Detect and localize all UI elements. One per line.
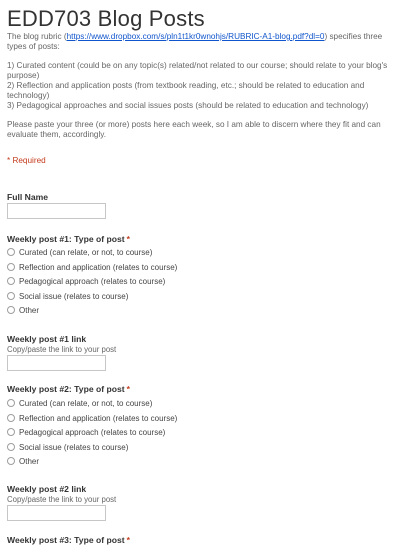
radio-button[interactable] [7,443,15,451]
post1-option-social[interactable] [7,290,128,302]
post1-link-label: Weekly post #1 link [7,334,87,344]
radio-button[interactable] [7,248,15,256]
full-name-label: Full Name [7,192,49,202]
radio-button[interactable] [7,263,15,271]
post1-link-help: Copy/paste the link to your post [7,345,117,354]
form-description [7,32,395,149]
radio-button[interactable] [7,399,15,407]
radio-button[interactable] [7,457,15,465]
option-label: Social issue (relates to course) [19,442,129,452]
post2-link-label: Weekly post #2 link [7,484,87,494]
option-label: Social issue (relates to course) [19,291,129,301]
post3-type-label: Weekly post #3: Type of post [7,535,125,545]
option-label: Reflection and application (relates to course) [19,413,178,423]
rubric-link[interactable]: https://www.dropbox.com/s/pln1t1kr0wnohjs/RUBRIC-A1-blog.pdf?dl=0 [66,32,325,41]
required-star: * [126,384,130,394]
option-label: Pedagogical approach (relates to course) [19,276,166,286]
post2-link-input[interactable] [7,505,106,521]
instructions-text: Please paste your three (or more) posts here each week, so I am able to discern where they fit and can evaluate them, accordingly. [7,120,381,139]
post1-option-other[interactable] [7,304,39,316]
post1-option-reflection[interactable] [7,261,177,273]
radio-button[interactable] [7,292,15,300]
option-label: Curated (can relate, or not, to course) [19,247,153,257]
post2-link-help: Copy/paste the link to your post [7,495,117,504]
required-star: * [126,535,130,545]
post2-option-social[interactable] [7,441,128,453]
post2-option-curated[interactable] [7,397,152,409]
post1-type-question [7,234,130,244]
post2-type-question [7,384,130,394]
option-label: Other [19,456,40,466]
option-label: Curated (can relate, or not, to course) [19,398,153,408]
required-star: * [126,234,130,244]
form-title: EDD703 Blog Posts [7,6,205,31]
required-note: * Required [7,156,46,165]
post2-option-reflection[interactable] [7,412,177,424]
rubric-paragraph [7,32,395,52]
intro-prefix: The blog rubric ( [7,32,67,41]
option-label: Pedagogical approach (relates to course) [19,427,166,437]
post-types-list [7,61,395,111]
post-type-1: 1) Curated content (could be on any topic(s) related/not related to our course; should relate to your blog's purpose) [7,61,388,80]
post-type-2: 2) Reflection and application posts (from textbook reading, etc.; should be related to education and technology) [7,81,365,100]
radio-button[interactable] [7,414,15,422]
radio-button[interactable] [7,277,15,285]
radio-button[interactable] [7,306,15,314]
post-type-3: 3) Pedagogical approaches and social issues posts (should be related to education and technology) [7,101,369,110]
post2-type-label: Weekly post #2: Type of post [7,384,125,394]
post1-link-input[interactable] [7,355,106,371]
radio-button[interactable] [7,428,15,436]
post2-option-other[interactable] [7,455,39,467]
post1-option-pedagogical[interactable] [7,275,165,287]
post2-option-pedagogical[interactable] [7,426,165,438]
post3-type-question [7,535,130,545]
option-label: Reflection and application (relates to course) [19,262,178,272]
post1-type-label: Weekly post #1: Type of post [7,234,125,244]
option-label: Other [19,305,40,315]
full-name-input[interactable] [7,203,106,219]
intro-suffix: ) specifies three types of posts: [7,32,383,51]
post1-option-curated[interactable] [7,246,152,258]
